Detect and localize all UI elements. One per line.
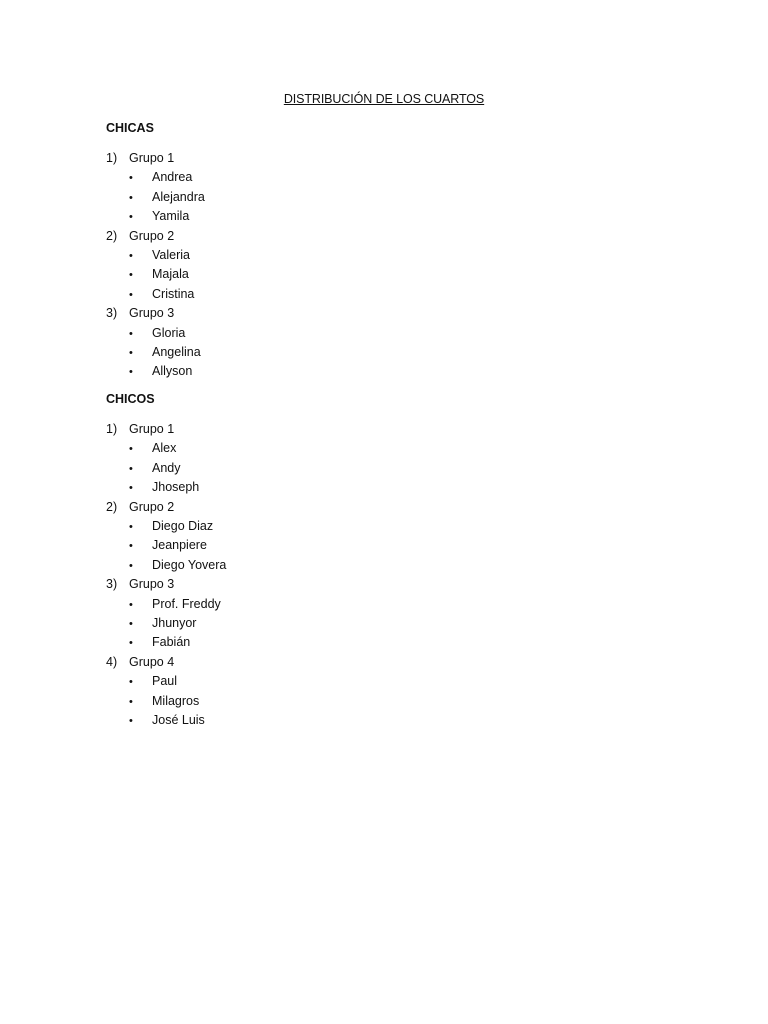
list-item	[129, 265, 189, 284]
group-label: Grupo 1	[129, 422, 175, 436]
list-item	[129, 478, 199, 497]
bullet-icon: •	[129, 695, 133, 708]
group-number: 3)	[106, 577, 118, 592]
member-name: Prof. Freddy	[152, 596, 221, 611]
list-item	[129, 439, 176, 458]
bullet-icon: •	[129, 618, 133, 630]
bullet-icon: •	[129, 521, 133, 533]
group-label: Grupo 1	[129, 151, 175, 165]
list-item	[129, 692, 199, 711]
group-number: 2)	[106, 228, 118, 243]
bullet-icon: •	[129, 443, 133, 456]
member-name: Paul	[152, 674, 178, 689]
list-item	[129, 614, 196, 633]
list-item	[129, 517, 213, 536]
bullet-icon: •	[129, 269, 133, 282]
group-label: Grupo 2	[129, 499, 175, 514]
bullet-icon: •	[129, 250, 133, 262]
list-item	[129, 246, 190, 265]
list-item	[129, 188, 205, 207]
member-name: Angelina	[152, 345, 201, 359]
member-name: Jhoseph	[152, 480, 200, 495]
list-item	[129, 324, 185, 343]
member-name: Jeanpiere	[152, 538, 207, 553]
document-title: DISTRIBUCIÓN DE LOS CUARTOS	[283, 92, 485, 106]
group-number: 2)	[106, 499, 118, 514]
group-number: 1)	[106, 151, 118, 165]
list-item	[129, 556, 226, 575]
list-item	[129, 362, 192, 381]
member-name: Majala	[152, 267, 189, 282]
list-item	[129, 595, 221, 614]
bullet-icon: •	[129, 676, 133, 689]
list-item	[129, 343, 201, 362]
bullet-icon: •	[129, 347, 133, 359]
member-name: Gloria	[152, 325, 186, 340]
bullet-icon: •	[129, 211, 133, 224]
member-name: Andy	[152, 460, 181, 475]
bullet-icon: •	[129, 366, 133, 379]
member-name: Alex	[152, 441, 177, 456]
member-name: Fabián	[152, 635, 191, 650]
bullet-icon: •	[129, 327, 133, 340]
bullet-icon: •	[129, 637, 133, 650]
group-number: 4)	[106, 654, 118, 669]
list-item	[129, 459, 181, 478]
group-number: 3)	[106, 306, 118, 321]
member-name: Alejandra	[152, 189, 205, 204]
bullet-icon: •	[129, 191, 133, 204]
member-name: Cristina	[152, 286, 195, 301]
group-label: Grupo 3	[129, 306, 175, 321]
member-name: Diego Diaz	[152, 519, 214, 533]
member-name: José Luis	[152, 713, 205, 727]
bullet-icon: •	[129, 715, 133, 727]
member-name: Jhunyor	[152, 616, 197, 630]
list-item	[129, 285, 194, 304]
section-heading: CHICAS	[106, 121, 154, 135]
list-item	[129, 207, 189, 226]
member-name: Andrea	[152, 170, 193, 185]
bullet-icon: •	[129, 172, 133, 185]
member-name: Diego Yovera	[152, 557, 227, 572]
group-item	[106, 304, 174, 323]
group-number: 1)	[106, 422, 118, 436]
bullet-icon: •	[129, 598, 133, 611]
group-label: Grupo 4	[129, 654, 175, 669]
bullet-icon: •	[129, 559, 133, 572]
group-label: Grupo 2	[129, 228, 175, 243]
bullet-icon: •	[129, 482, 133, 495]
list-item	[129, 711, 205, 730]
member-name: Allyson	[152, 364, 193, 379]
group-item	[106, 498, 174, 517]
group-item	[106, 227, 174, 246]
group-item	[106, 420, 174, 439]
group-item	[106, 149, 174, 168]
member-name: Milagros	[152, 693, 200, 708]
list-item	[129, 672, 177, 691]
bullet-icon: •	[129, 288, 133, 301]
group-label: Grupo 3	[129, 577, 175, 592]
bullet-icon: •	[129, 462, 133, 475]
member-name: Yamila	[152, 209, 190, 224]
list-item	[129, 633, 190, 652]
member-name: Valeria	[152, 248, 190, 262]
section-heading: CHICOS	[106, 392, 155, 406]
group-item	[106, 653, 174, 672]
group-item	[106, 575, 174, 594]
bullet-icon: •	[129, 540, 133, 553]
list-item	[129, 168, 192, 187]
list-item	[129, 536, 207, 555]
